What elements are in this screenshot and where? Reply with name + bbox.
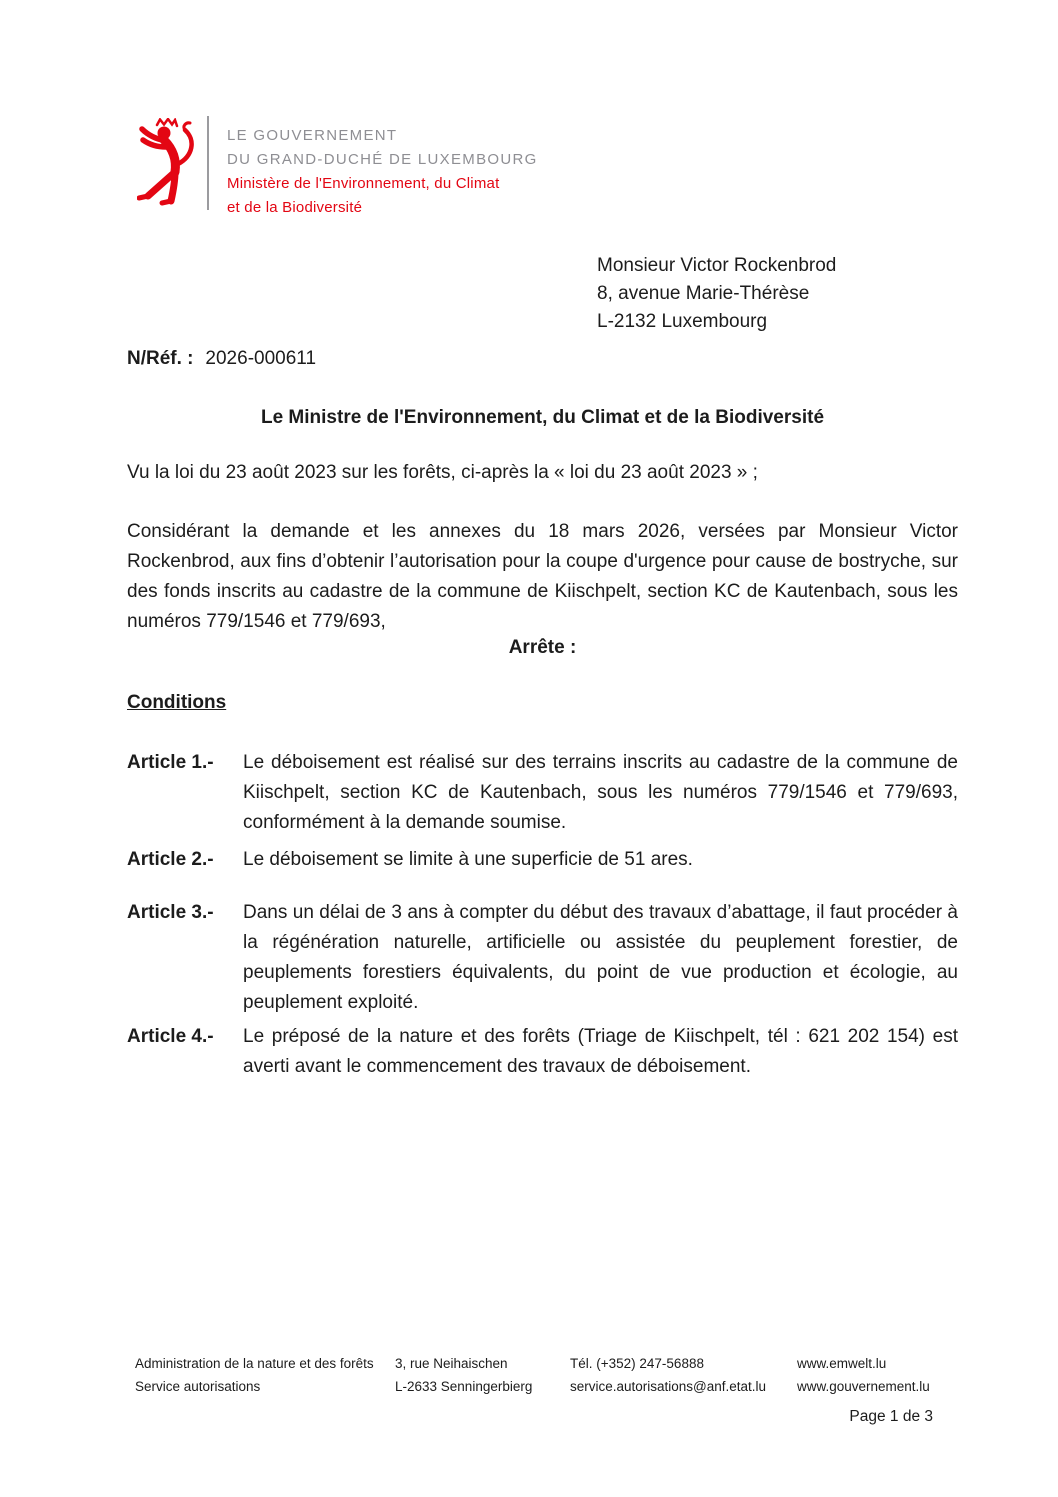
footer-line: www.emwelt.lu [797,1356,887,1371]
recipient-street: 8, avenue Marie-Thérèse [597,283,810,304]
arrete-heading: Arrête : [508,637,577,658]
article-text: Le déboisement se limite à une superficie de 51 ares. [243,849,693,870]
article-label: Article 3.- [127,902,214,923]
article-text: Dans un délai de 3 ans à compter du début des travaux d’abattage, il faut procéder à la régénération naturelle, artificielle ou assistée du peuplement forestier, de peuplements forestiers équivalents, du point de vue production et écologie, au peuplement exploité. [243,902,958,1013]
vu-paragraph: Vu la loi du 23 août 2023 sur les forêts, ci-après la « loi du 23 août 2023 » ; [127,462,758,483]
footer-column-contact [570,1352,766,1398]
article-row [127,748,958,838]
footer-column-websites [797,1352,930,1398]
article-text: Le préposé de la nature et des forêts (Triage de Kiischpelt, tél : 621 202 154) est averti avant le commencement des travaux de déboisement. [243,1026,958,1077]
footer-line: Administration de la nature et des forêts [135,1356,374,1371]
footer-line: 3, rue Neihaischen [395,1356,508,1371]
article-row [127,1022,958,1082]
footer-column-address [395,1352,532,1398]
footer-line: Service autorisations [135,1379,261,1394]
document-title: Le Ministre de l'Environnement, du Climat et de la Biodiversité [260,407,825,428]
conditions-heading: Conditions [127,692,227,713]
article-row [127,845,958,875]
footer-line: L-2633 Senningerbierg [395,1379,533,1394]
article-label: Article 4.- [127,1026,214,1047]
government-name-line2: DU GRAND-DUCHÉ DE LUXEMBOURG [227,151,538,168]
luxembourg-lion-icon [137,118,201,211]
footer-line: www.gouvernement.lu [797,1379,930,1394]
footer-line: service.autorisations@anf.etat.lu [570,1379,767,1394]
reference-label: N/Réf. : [127,348,194,369]
reference-line [127,348,316,370]
article-row [127,898,958,1018]
reference-value: 2026-000611 [205,348,317,369]
considerant-paragraph: Considérant la demande et les annexes du 18 mars 2026, versées par Monsieur Victor Rockenbrod, aux fins d’obtenir l’autorisation pour la coupe d'urgence pour cause de bostryche, sur des fonds inscrits au cadastre de la commune de Kiischpelt, section KC de Kautenbach, sous les numéros 779/1546 et 779/693, [127,521,958,632]
letterhead [227,124,538,220]
article-label: Article 1.- [127,752,214,773]
footer-column-service [135,1352,374,1398]
ministry-name-line2: et de la Biodiversité [227,199,363,216]
government-name-line1: LE GOUVERNEMENT [227,127,398,144]
article-label: Article 2.- [127,849,214,870]
page-number: Page 1 de 3 [849,1408,933,1425]
footer-line: Tél. (+352) 247-56888 [570,1356,704,1371]
article-text: Le déboisement est réalisé sur des terrains inscrits au cadastre de la commune de Kiischpelt, section KC de Kautenbach, sous les numéros 779/1546 et 779/693, conformément à la demande soumise. [243,752,958,833]
recipient-address [597,252,836,336]
recipient-name: Monsieur Victor Rockenbrod [597,255,837,276]
logo-divider [207,116,209,210]
ministry-name-line1: Ministère de l'Environnement, du Climat [227,175,500,192]
recipient-city: L-2132 Luxembourg [597,311,768,332]
